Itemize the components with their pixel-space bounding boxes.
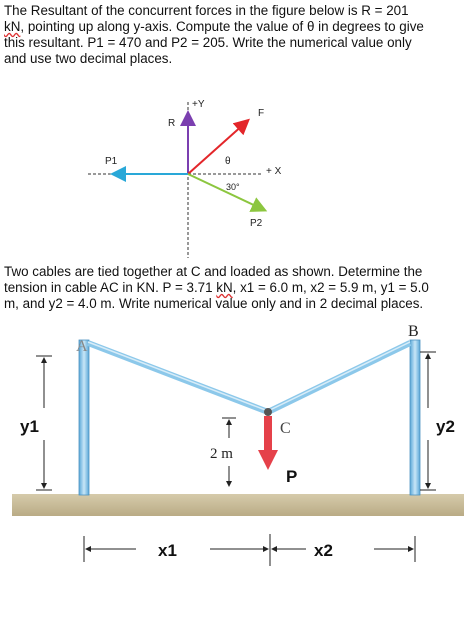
ground	[12, 494, 464, 516]
post-right	[410, 340, 420, 495]
force-f-arrow	[188, 124, 244, 174]
label-p2: P2	[250, 218, 263, 229]
problem-2-line-2	[4, 280, 466, 296]
label-2m: 2 m	[210, 446, 233, 462]
label-a: A	[76, 338, 88, 355]
label-angle-30: 30°	[226, 182, 240, 192]
problem-1-line-4: and use two decimal places.	[4, 51, 173, 66]
unit-kn-2: kN	[216, 280, 233, 295]
load-p-arrowhead	[258, 450, 278, 470]
label-theta: θ	[225, 156, 231, 167]
problem-1-line-3: this resultant. P1 = 470 and P2 = 205. Write the numerical value only	[4, 35, 412, 50]
problem-2-text	[4, 264, 466, 312]
problem-2-line-2-post: , x1 = 6.0 m, x2 = 5.9 m, y1 = 5.0	[232, 280, 429, 295]
cable-ac	[88, 343, 268, 412]
label-f: F	[258, 108, 265, 119]
cable-bc	[268, 343, 410, 412]
label-y1: y1	[20, 417, 39, 436]
cable-diagram	[0, 320, 469, 628]
label-plus-x: + X	[266, 166, 282, 177]
problem-1-line-2-rest: , pointing up along y-axis. Compute the value of θ in degrees to give	[20, 19, 424, 34]
joint-c	[264, 408, 272, 416]
post-left	[79, 340, 89, 495]
label-x2: x2	[314, 541, 333, 560]
label-plus-y: +Y	[192, 99, 205, 110]
label-b: B	[408, 323, 419, 340]
label-y2: y2	[436, 417, 455, 436]
cable-bc-highlight	[268, 342, 410, 411]
label-r: R	[168, 118, 176, 129]
label-c: C	[280, 420, 291, 437]
load-p-shaft	[264, 416, 272, 450]
force-diagram	[0, 0, 469, 260]
label-p: P	[286, 467, 298, 486]
problem-2-line-2-pre: tension in cable AC in KN. P = 3.71	[4, 280, 217, 295]
cable-ac-highlight	[88, 342, 268, 411]
label-x1: x1	[158, 541, 177, 560]
force-p2-arrow	[188, 174, 260, 208]
label-p1: P1	[105, 156, 118, 167]
problem-2-line-3: m, and y2 = 4.0 m. Write numerical value only and in 2 decimal places.	[4, 296, 424, 311]
unit-kn: kN	[4, 19, 21, 34]
problem-1-line-1: The Resultant of the concurrent forces in the figure below is R = 201	[4, 3, 409, 18]
problem-2-line-1: Two cables are tied together at C and loaded as shown. Determine the	[4, 264, 423, 279]
